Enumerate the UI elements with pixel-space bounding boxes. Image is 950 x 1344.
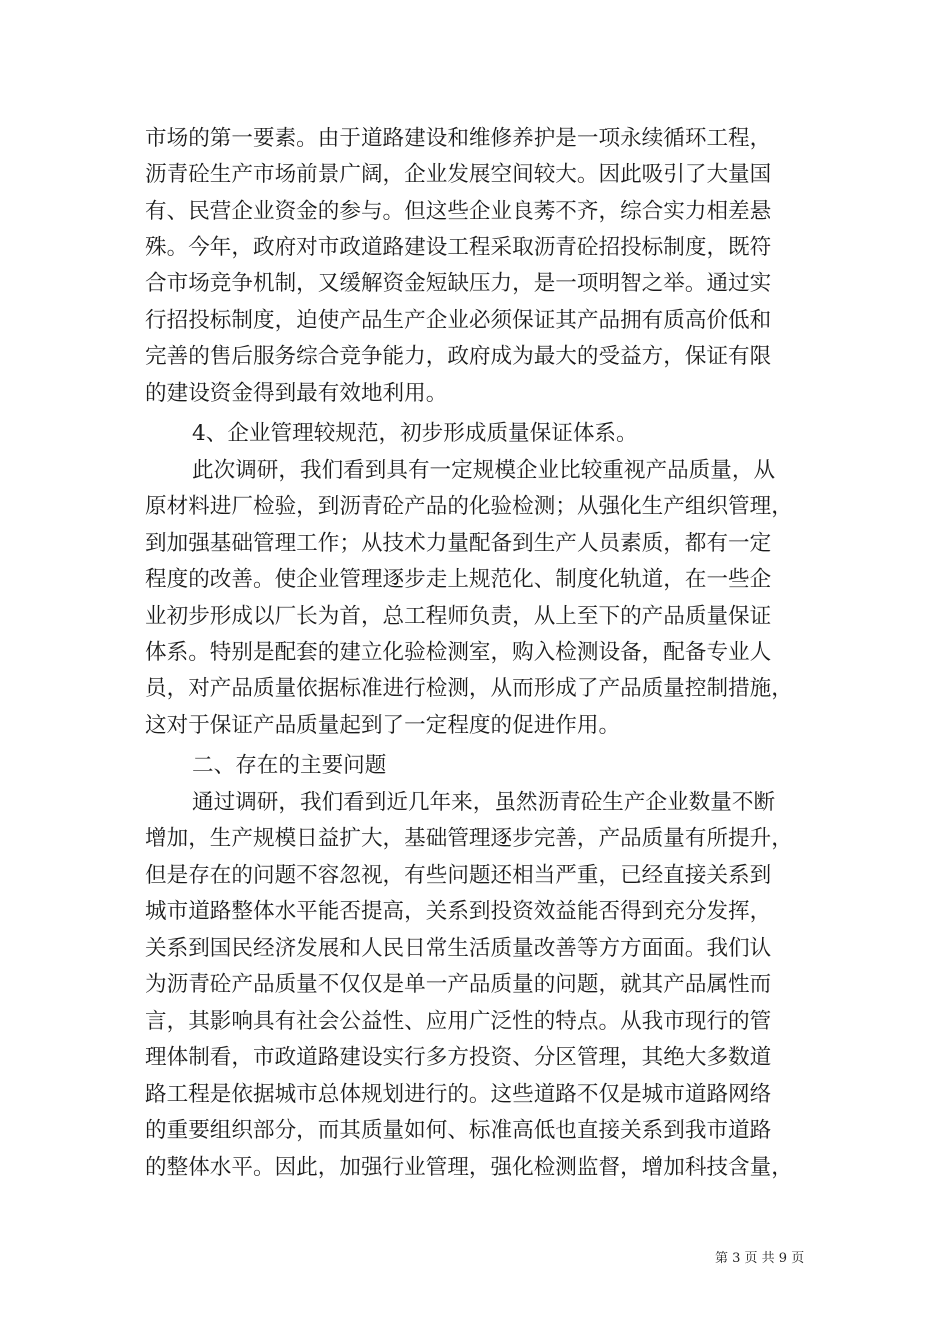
text-line: 言，其影响具有社会公益性、应用广泛性的特点。从我市现行的管	[145, 1009, 772, 1034]
text-line: 行招投标制度，迫使产品生产企业必须保证其产品拥有质高价低和	[145, 308, 772, 333]
text-line: 程度的改善。使企业管理逐步走上规范化、制度化轨道，在一些企	[145, 567, 772, 592]
text-line: 殊。今年，政府对市政道路建设工程采取沥青砼招投标制度，既符	[145, 235, 772, 260]
text-line: 这对于保证产品质量起到了一定程度的促进作用。	[145, 713, 621, 738]
text-line: 的建设资金得到最有效地利用。	[145, 381, 448, 406]
text-line: 到加强基础管理工作；从技术力量配备到生产人员素质，都有一定	[145, 531, 772, 556]
section-heading: 4、企业管理较规范，初步形成质量保证体系。	[192, 421, 638, 446]
text-line: 的重要组织部分，而其质量如何、标准高低也直接关系到我市道路	[145, 1118, 772, 1143]
text-line: 路工程是依据城市总体规划进行的。这些道路不仅是城市道路网络	[145, 1082, 772, 1107]
text-line: 为沥青砼产品质量不仅仅是单一产品质量的问题，就其产品属性而	[145, 972, 772, 997]
text-line: 市场的第一要素。由于道路建设和维修养护是一项永续循环工程，	[145, 126, 772, 151]
text-line: 员，对产品质量依据标准进行检测，从而形成了产品质量控制措施，	[145, 676, 793, 701]
text-line: 通过调研，我们看到近几年来，虽然沥青砼生产企业数量不断	[192, 790, 776, 815]
text-line: 沥青砼生产市场前景广阔，企业发展空间较大。因此吸引了大量国	[145, 162, 772, 187]
text-line: 此次调研，我们看到具有一定规模企业比较重视产品质量，从	[192, 458, 776, 483]
text-line: 完善的售后服务综合竞争能力，政府成为最大的受益方，保证有限	[145, 344, 772, 369]
text-line: 业初步形成以厂长为首，总工程师负责，从上至下的产品质量保证	[145, 604, 772, 629]
text-line: 增加，生产规模日益扩大，基础管理逐步完善，产品质量有所提升，	[145, 826, 793, 851]
text-line: 城市道路整体水平能否提高，关系到投资效益能否得到充分发挥，	[145, 899, 772, 924]
text-line: 有、民营企业资金的参与。但这些企业良莠不齐，综合实力相差悬	[145, 199, 772, 224]
text-line: 但是存在的问题不容忽视，有些问题还相当严重，已经直接关系到	[145, 863, 772, 888]
text-line: 理体制看，市政道路建设实行多方投资、分区管理，其绝大多数道	[145, 1045, 772, 1070]
page-number: 第 3 页 共 9 页	[715, 1251, 805, 1266]
text-line: 原材料进厂检验，到沥青砼产品的化验检测；从强化生产组织管理，	[145, 494, 793, 519]
text-line: 的整体水平。因此，加强行业管理，强化检测监督，增加科技含量，	[145, 1155, 793, 1180]
text-line: 关系到国民经济发展和人民日常生活质量改善等方方面面。我们认	[145, 936, 772, 961]
text-line: 体系。特别是配套的建立化验检测室，购入检测设备，配备专业人	[145, 640, 772, 665]
text-line: 合市场竞争机制，又缓解资金短缺压力，是一项明智之举。通过实	[145, 271, 772, 296]
section-heading: 二、存在的主要问题	[192, 753, 387, 778]
